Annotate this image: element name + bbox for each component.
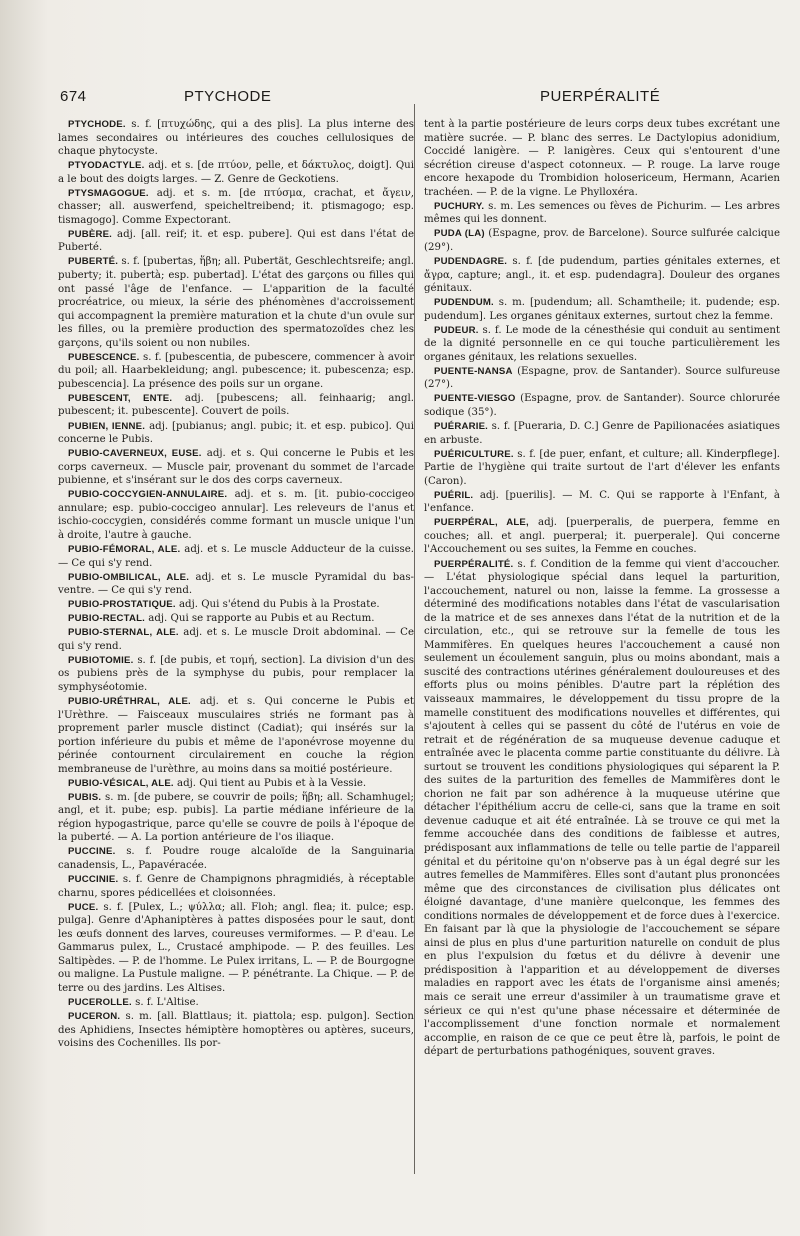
dictionary-entry: [424, 365, 780, 392]
entry-headword: PUBESCENT, ENTE.: [68, 392, 173, 404]
entry-headword: PUCERON.: [68, 1011, 121, 1023]
dictionary-entry: [58, 695, 414, 776]
entry-text: s. f. [de puer, enfant, et culture; all. Kinderpflege]. Partie de l'hygiène qui traite surtout de l'art d'élever les enfants (Caron).: [424, 448, 780, 487]
entry-text: s. f. Poudre rouge alcaloïde de la Sanguinaria canadensis, L., Papavéracée.: [58, 846, 415, 872]
dictionary-entry: [58, 845, 414, 872]
entry-text: s. f. [de pubis, et τομή, section]. La division d'un des os pubiens près de la symphyse du pubis, pour remplacer la symphyséotomie.: [58, 654, 414, 693]
entry-headword: PUBIO-CAVERNEUX, EUSE.: [68, 448, 202, 460]
entry-headword: PUBIO-PROSTATIQUE.: [68, 599, 176, 611]
entry-text: adj. et s. m. [it. pubio-coccigeo annulare; esp. pubio-coccigeo annular]. Les releveurs de l'anus et ischio-coccygien, considérés comme formant un muscle unique l'un à droite, l'autre à gauche.: [58, 489, 414, 541]
dictionary-entry: [424, 448, 780, 489]
dictionary-entry: [424, 558, 780, 1059]
dictionary-entry: [58, 187, 414, 228]
entry-text: adj. [puerperalis, de puerpera, femme en couches; all. et angl. puerperal; it. puerperale]. Qui concerne l'Accouchement ou ses suites, la Femme en couches.: [424, 517, 780, 556]
entry-text: s. f. [Pulex, L.; ψύλλα; all. Floh; angl. flea; it. pulce; esp. pulga]. Genre d'Aphaniptères à pattes disposées pour le saut, dont les œufs donnent des larves, coureuses vermiformes. — P. d'eau. Le Gammarus pulex, L., Crustacé amphipode. — P. des feuilles. Les Saltipèdes. — P. de l'homme. Le Pulex irritans, L. — P. de Bourgogne ou maligne. La Pustule maligne. — P. pénétrante. La Chique. — P. de terre ou des jardins. Les Altises.: [58, 901, 414, 994]
dictionary-entry: [58, 873, 414, 900]
dictionary-entry: [58, 543, 414, 570]
entry-headword: PUERPÉRAL, ALE,: [434, 517, 529, 529]
entry-headword: PUENTE-VIESGO: [434, 393, 516, 405]
right-column: [424, 118, 780, 1059]
entry-headword: PUBIEN, IENNE.: [68, 420, 146, 432]
dictionary-entry: [58, 118, 414, 159]
entry-text: adj. Qui se rapporte au Pubis et au Rectum.: [148, 613, 375, 625]
running-head: [0, 88, 800, 112]
entry-text: adj. [pubescens; all. feinhaarig; angl. pubescent; it. pubescente]. Couvert de poils.: [58, 392, 414, 418]
dictionary-entry: [424, 516, 780, 557]
dictionary-entry: [58, 654, 414, 695]
entry-text: s. m. Les semences ou fèves de Pichurim. — Les arbres mêmes qui les donnent.: [424, 200, 780, 226]
entry-text: adj. et s. Le muscle Droit abdominal. — Ce qui s'y rend.: [58, 627, 414, 652]
entry-text: adj. [puerilis]. — M. C. Qui se rapporte à l'Enfant, à l'enfance.: [424, 489, 780, 515]
entry-text: adj. Qui s'étend du Pubis à la Prostate.: [178, 599, 380, 611]
entry-headword: PUÉRIL.: [434, 489, 474, 501]
entry-headword: PUBIS.: [68, 791, 102, 803]
dictionary-entry: [58, 447, 414, 488]
entry-headword: PUERPÉRALITÉ.: [434, 558, 514, 570]
entry-text: adj. et s. m. [de πτύσμα, crachat, et ἄγειν, chasser; all. auswerfend, speicheltreibend; it. ptismagogo; esp. tismagogo]. Comme Expectorant.: [58, 187, 414, 226]
entry-text: adj. et s. Qui concerne le Pubis et les corps caverneux. — Muscle pair, provenant du sommet de l'arcade pubienne, et s'insérant sur le dos des corps caverneux.: [58, 448, 414, 487]
entry-text: s. f. [πτυχώδης, qui a des plis]. La plus interne des lames secondaires ou intérieures des couches cellulosiques de chaque phytocyste.: [58, 119, 414, 158]
entry-headword: PUCHURY.: [434, 200, 485, 212]
entry-headword: PUCEROLLE.: [68, 997, 132, 1008]
entry-text: s. m. [pudendum; all. Schamtheile; it. pudende; esp. pudendum]. Les organes génitaux externes, surtout chez la femme.: [424, 297, 780, 322]
entry-text: adj. et s. Le muscle Pyramidal du bas-ventre. — Ce qui s'y rend.: [58, 571, 414, 597]
entry-headword: PUCE.: [68, 901, 99, 913]
dictionary-entry: [424, 324, 780, 365]
dictionary-entry: [424, 392, 780, 419]
entry-text: s. f. Condition de la femme qui vient d'accoucher. — L'état physiologique spécial dans lequel la parturition, l'accouchement, naturel ou non, laisse la femme. La grossesse a déterminé des modifications notables dans l'état de vascularisation de la matrice et de ses annexes dans l'état de la nutrition et de la circulation, etc., qui se retrouve sur la femelle de tous les Mammifères. En quelques heures l'accouchement a causé non seulement un écoulement sanguin, plus ou moins abondant, mais a suscité des contractions utérines généralement douloureuses et des efforts plus ou moins pénibles. D'autre part la réplétion des vaisseaux mammaires, le développement du tissu propre de la mamelle constituent des modifications nouvelles et différentes, qui s'ajoutent à celles qui se passent du côté de l'utérus en voie de retrait et de régénération de sa muqueuse devenue caduque et entraînée avec le placenta comme partie constituante du délivre. Là surtout se trouvent les conditions physiologiques qui séparent la P. des suites de la parturition des femelles de Mammifères dont le chorion ne fait par son adhérence à la muqueuse utérine que détacher l'épithélium accru de celle-ci, sans que la trame en soit devenue caduque et ait été entraînée. Là se trouve ce qui met la femme accouchée dans des conditions de faiblesse et autres, prédisposant aux inflammations de telle ou telle partie de l'appareil génital et du péritoine qu'on n'observe pas à un égal degré sur les autres femelles de Mammifères. Elles sont d'autant plus prononcées même que des circonstances de civilisation plus délicates ont éloigné davantage, d'une manière quelconque, les femmes des conditions normales de développement et de force dues à l'exercice. En faisant par là que la physiologie de l'accouchement se sépare ainsi de plus en plus d'une parturition naturelle on conduit de plus en plus l'expulsion du fœtus et du délivre à devenir une prédisposition à l'apparition et au développement de diverses maladies en rapport avec les états de l'organisme ainsi amenés; mais ce serait une erreur d'assimiler à un traumatisme grave et sérieux ce qui n'est qu'une phase nécessaire et déterminée de l'accomplissement d'une fonction normale et normalement accomplie, en raison de ce que ce peut être là, parfois, le point de départ de perturbations pathogéniques, souvent graves.: [424, 558, 780, 1058]
entry-headword: PUBIO-VÉSICAL, ALE.: [68, 777, 174, 789]
dictionary-entry: [58, 626, 414, 653]
dictionary-entry: [58, 351, 414, 392]
dictionary-entry: [58, 598, 414, 612]
left-running-headword: PTYCHODE: [184, 88, 272, 105]
dictionary-entry: [424, 118, 780, 199]
dictionary-entry: [424, 420, 780, 447]
entry-text: s. f. L'Altise.: [135, 997, 199, 1008]
dictionary-entry: [58, 420, 414, 447]
dictionary-entry: [58, 612, 414, 626]
entry-text: s. f. [pubescentia, de pubescere, commencer à avoir du poil; all. Haarbekleidung; angl. pubescence; it. pubescenza; esp. pubescencia]. La présence des poils sur un organe.: [58, 351, 414, 390]
entry-headword: PUBIO-OMBILICAL, ALE.: [68, 571, 190, 583]
entry-text: adj. et s. [de πτύον, pelle, et δάκτυλος, doigt]. Qui a le bout des doigts larges. — Z. Genre de Geckotiens.: [58, 160, 414, 185]
entry-headword: PUBIOTOMIE.: [68, 654, 134, 666]
entry-headword: PUDENDUM.: [434, 297, 494, 309]
entry-text: s. f. [Pueraria, D. C.] Genre de Papilionacées asiatiques en arbuste.: [424, 421, 780, 446]
entry-text: s. f. [pubertas, ἥβη; all. Pubertät, Geschlechtsreife; angl. puberty; it. pubertà; esp. pubertad]. L'état des garçons ou filles qui ont passé l'âge de l'enfance. — L'apparition de la faculté procréatrice, ou mieux, la série des phénomènes d'accroissement qui accompagnent la première maturation et la chute d'un ovule sur les filles, ou la première production des spermatozoïdes chez les garçons, qu'ils soient ou non nubiles.: [58, 256, 414, 349]
entry-headword: PUBIO-RECTAL.: [68, 613, 146, 625]
dictionary-entry: [424, 296, 780, 323]
entry-headword: PTYSMAGOGUE.: [68, 187, 149, 199]
entry-text: (Espagne, prov. de Santander). Source chlorurée sodique (35°).: [424, 393, 780, 418]
dictionary-entry: [58, 901, 414, 996]
page-number: 674: [60, 88, 87, 105]
entry-headword: PUCCINE.: [68, 846, 116, 858]
left-column: [58, 118, 414, 1051]
entry-text: s. f. [de pudendum, parties génitales externes, et ἄγρα, capture; angl., it. et esp. pudendagra]. Douleur des organes génitaux.: [424, 255, 780, 295]
dictionary-entry: [424, 489, 780, 516]
entry-text: adj. [pubianus; angl. pubic; it. et esp. pubico]. Qui concerne le Pubis.: [58, 420, 415, 446]
dictionary-entry: [58, 996, 414, 1010]
entry-text: adj. Qui tient au Pubis et à la Vessie.: [177, 777, 367, 789]
entry-text: s. f. Genre de Champignons phragmidiés, à réceptable charnu, spores pédicellées et cloisonnées.: [58, 874, 414, 899]
entry-text: (Espagne, prov. de Barcelone). Source sulfurée calcique (29°).: [424, 228, 780, 253]
entry-headword: PUCCINIE.: [68, 874, 119, 886]
dictionary-entry: [58, 392, 414, 419]
dictionary-entry: [58, 777, 414, 791]
entry-headword: PTYCHODE.: [68, 119, 126, 130]
dictionary-entry: [58, 488, 414, 542]
dictionary-entry: [58, 571, 414, 598]
entry-headword: PUBÈRE.: [68, 228, 113, 240]
dictionary-entry: [58, 228, 414, 255]
right-running-headword: PUERPÉRALITÉ: [540, 88, 661, 105]
entry-headword: PUBIO-STERNAL, ALE.: [68, 627, 179, 639]
dictionary-entry: [424, 227, 780, 254]
entry-headword: PUÉRICULTURE.: [434, 448, 514, 460]
dictionary-entry: [424, 200, 780, 227]
entry-headword: PUBERTÉ.: [68, 256, 119, 268]
entry-headword: PUBIO-FÉMORAL, ALE.: [68, 543, 181, 555]
entry-text: s. m. [de pubere, se couvrir de poils; ἥβη; all. Schamhugel; angl, et it. pube; esp. pubis]. La partie médiane inférieure de la région hypogastrique, parce qu'elle se couvre de poils à l'époque de la puberté. — A. La portion antérieure de l'os iliaque.: [58, 791, 414, 844]
entry-headword: PUBIO-URÉTHRAL, ALE.: [68, 695, 191, 707]
entry-text: (Espagne, prov. de Santander). Source sulfureuse (27°).: [424, 365, 780, 391]
dictionary-entry: [58, 1010, 414, 1051]
entry-text: adj. et s. Qui concerne le Pubis et l'Urèthre. — Faisceaux musculaires striés ne formant pas à proprement parler muscle distinct (Cadiat); qui insérés sur la portion inférieure du pubis et même de l'aponévrose moyenne du périnée contournent circulairement en couche la région membraneuse de l'urèthre, au moins dans sa moitié postérieure.: [58, 695, 414, 775]
entry-headword: PUBESCENCE.: [68, 351, 140, 363]
entry-text: tent à la partie postérieure de leurs corps deux tubes excrétant une matière sucrée. — P. blanc des serres. Le Dactylopius adonidium, Coccidé lanigère. — P. lanigères. Ceux qui s'entourent d'une sécrétion cireuse d'aspect cotonneux. — P. rouge. La larve rouge encore hexapode du Trombidion holosericeum, Hermann, Acarien trachéen. — P. de la vigne. Le Phylloxéra.: [424, 119, 780, 198]
entry-headword: PUDEUR.: [434, 324, 479, 336]
dictionary-entry: [58, 159, 414, 186]
dictionary-entry: [424, 255, 780, 296]
entry-headword: PTYODACTYLE.: [68, 160, 145, 172]
entry-headword: PUDA (LA): [434, 228, 485, 240]
entry-text: s. m. [all. Blattlaus; it. piattola; esp. pulgon]. Section des Aphidiens, Insectes hémiptère homoptères ou aptères, suceurs, voisins des Cochenilles. Ils por-: [58, 1011, 414, 1050]
column-divider: [414, 104, 415, 1174]
entry-text: s. f. Le mode de la cénesthésie qui conduit au sentiment de la dignité personnelle en ce qui touche particulièrement les organes génitaux, les relations sexuelles.: [424, 324, 780, 363]
entry-headword: PUENTE-NANSA: [434, 365, 513, 377]
dictionary-entry: [58, 255, 414, 350]
entry-text: adj. [all. reif; it. et esp. pubere]. Qui est dans l'état de Puberté.: [58, 228, 414, 254]
entry-headword: PUDENDAGRE.: [434, 255, 508, 267]
entry-text: adj. et s. Le muscle Adducteur de la cuisse. — Ce qui s'y rend.: [58, 543, 414, 569]
dictionary-entry: [58, 791, 414, 845]
entry-headword: PUBIO-COCCYGIEN-ANNULAIRE.: [68, 489, 228, 501]
entry-headword: PUÉRARIE.: [434, 421, 489, 433]
